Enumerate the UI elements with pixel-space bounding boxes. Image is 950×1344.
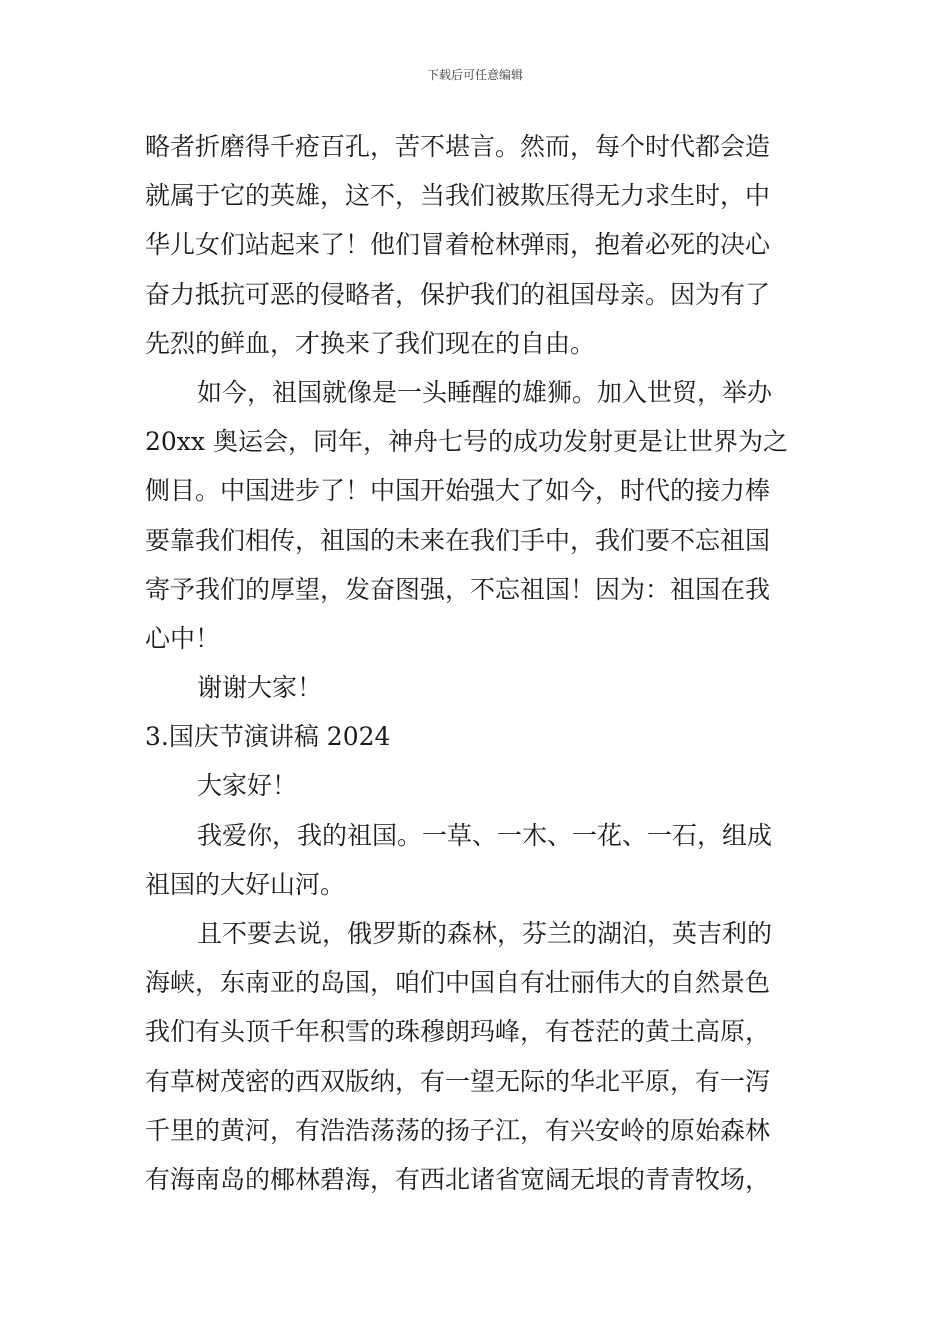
paragraph-start-line: 我爱你，我的祖国。一草、一木、一花、一石，组成	[197, 820, 773, 850]
paragraph-start-line: 如今，祖国就像是一头睡醒的雄狮。加入世贸，举办	[197, 377, 773, 407]
text-line: 略者折磨得千疮百孔，苦不堪言。然而，每个时代都会造	[145, 132, 771, 161]
text-line: 祖国的大好山河。	[145, 869, 346, 899]
text-line: 就属于它的英雄，这不，当我们被欺压得无力求生时，中	[145, 181, 771, 211]
section-heading: 3.国庆节演讲稿 2024	[145, 722, 391, 752]
page-header-note: 下载后可任意编辑	[426, 68, 523, 82]
text-line: 奋力抵抗可恶的侵略者，保护我们的祖国母亲。因为有了	[145, 279, 771, 309]
text-line: 寄予我们的厚望，发奋图强，不忘祖国！因为：祖国在我	[145, 574, 771, 604]
text-line: 20xx 奥运会，同年，神舟七号的成功发射更是让世界为之	[145, 427, 788, 457]
greeting-line: 大家好！	[197, 771, 298, 801]
text-line: 心中！	[145, 623, 221, 653]
text-line: 我们有头顶千年积雪的珠穆朗玛峰，有苍茫的黄土高原，	[145, 1017, 771, 1047]
text-line: 有草树茂密的西双版纳，有一望无际的华北平原，有一泻	[145, 1066, 771, 1096]
text-line: 有海南岛的椰林碧海，有西北诸省宽阔无垠的青青牧场，	[145, 1164, 771, 1194]
text-line: 要靠我们相传，祖国的未来在我们手中，我们要不忘祖国	[145, 525, 771, 555]
text-line: 先烈的鲜血，才换来了我们现在的自由。	[145, 328, 596, 358]
paragraph-start-line: 且不要去说，俄罗斯的森林，芬兰的湖泊，英吉利的	[197, 919, 773, 948]
text-line: 华儿女们站起来了！他们冒着枪林弹雨，抱着必死的决心	[145, 230, 771, 260]
text-line: 海峡，东南亚的岛国，咱们中国自有壮丽伟大的自然景色	[145, 968, 771, 998]
closing-line: 谢谢大家！	[197, 673, 323, 703]
text-line: 千里的黄河，有浩浩荡荡的扬子江，有兴安岭的原始森林	[145, 1115, 771, 1145]
document-body	[145, 122, 810, 1204]
text-line: 侧目。中国进步了！中国开始强大了如今，时代的接力棒	[145, 476, 771, 506]
